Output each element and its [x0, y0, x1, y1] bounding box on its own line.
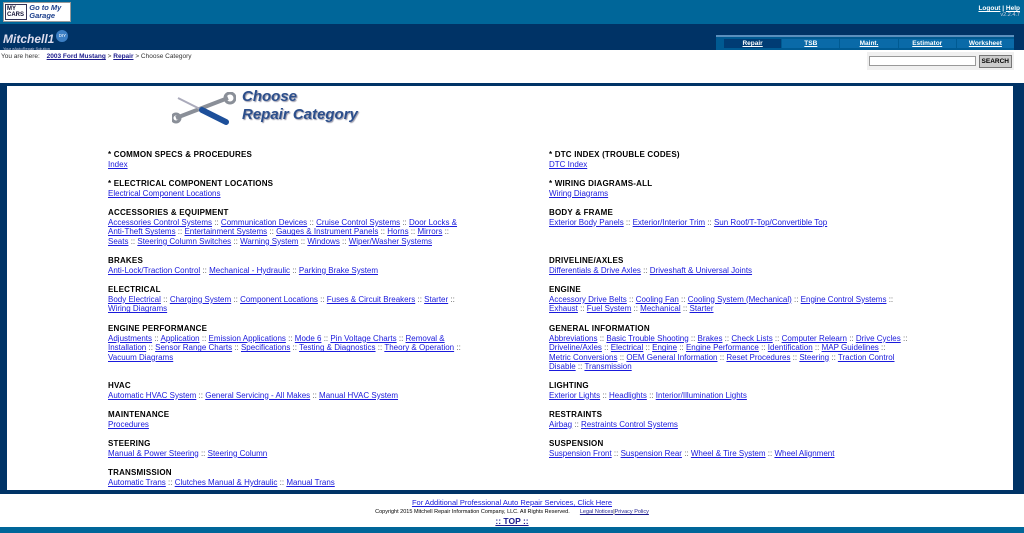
category-section [549, 285, 909, 314]
category-link[interactable]: Mode 6 [294, 333, 322, 343]
go-to-my-garage-button[interactable] [3, 2, 71, 22]
tab-estimator[interactable]: Estimator [899, 39, 956, 48]
category-link[interactable]: Interior/Illumination Lights [655, 390, 747, 400]
separator: :: [298, 236, 308, 246]
separator: :: [677, 343, 686, 353]
main-tabs [716, 35, 1014, 50]
category-link[interactable]: Suspension Rear [620, 448, 682, 458]
tab-repair[interactable]: Repair [724, 39, 781, 48]
category-link[interactable]: Accessory Drive Belts [549, 294, 627, 304]
category-link[interactable]: Exhaust [549, 304, 578, 314]
category-link[interactable]: Clutches Manual & Hydraulic [174, 477, 278, 487]
category-section [549, 256, 909, 275]
separator: :: [408, 227, 418, 237]
category-section [108, 256, 468, 275]
category-link[interactable]: Airbag [549, 419, 573, 429]
breadcrumb: You are here: 2003 Ford Mustang > Repair > Choose Category [1, 53, 192, 60]
category-title: ELECTRICAL [108, 285, 161, 294]
category-title: DRIVELINE/AXLES [549, 256, 624, 265]
category-title: TRANSMISSION [108, 468, 172, 477]
tab-tsb[interactable]: TSB [782, 39, 839, 48]
category-link[interactable]: Wiring Diagrams [108, 304, 168, 314]
logout-link[interactable]: Logout [978, 5, 1001, 12]
category-link[interactable]: Seats [108, 236, 129, 246]
category-link[interactable]: Theory & Operation [384, 343, 455, 353]
separator: :: [623, 217, 633, 227]
category-section [108, 285, 468, 314]
category-link[interactable]: Wiper/Washer Systems [348, 236, 432, 246]
category-title: ENGINE PERFORMANCE [108, 324, 208, 333]
separator: :: [678, 294, 688, 304]
category-link[interactable]: Sensor Range Charts [155, 343, 233, 353]
category-link[interactable]: Brakes [697, 333, 723, 343]
category-section [549, 410, 909, 429]
search-input[interactable] [869, 56, 976, 66]
garage-label: Go to My Garage [29, 3, 62, 20]
breadcrumb-vehicle[interactable]: 2003 Ford Mustang [46, 53, 106, 60]
category-link[interactable]: Procedures [108, 419, 149, 429]
separator: :: [152, 333, 161, 343]
category-link[interactable]: Transmission [584, 362, 632, 372]
category-link[interactable]: MAP Guidelines [821, 343, 879, 353]
tab-maint[interactable]: Maint. [840, 39, 897, 48]
category-title: BODY & FRAME [549, 208, 614, 217]
category-link[interactable]: General Servicing - All Makes [205, 390, 311, 400]
separator: :: [290, 343, 300, 353]
category-link[interactable]: Computer Relearn [781, 333, 847, 343]
category-link[interactable]: Driveline/Axles [549, 343, 602, 353]
separator: :: [597, 333, 607, 343]
category-section [549, 208, 909, 227]
separator: :: [617, 352, 627, 362]
separator: :: [232, 343, 241, 353]
separator: :: [454, 343, 461, 353]
category-link[interactable]: Mechanical [640, 304, 681, 314]
separator: :: [631, 304, 641, 314]
separator: :: [601, 343, 611, 353]
category-link[interactable]: Pin Voltage Charts [330, 333, 397, 343]
additional-services-link[interactable]: For Additional Professional Auto Repair Services, Click Here [411, 498, 613, 507]
category-link[interactable]: Testing & Diagnostics [299, 343, 376, 353]
version-text: v2.2.4.7 [1000, 12, 1020, 18]
category-link[interactable]: Exterior Body Panels [549, 217, 624, 227]
category-link[interactable]: DTC Index [549, 159, 588, 169]
tab-worksheet[interactable]: Worksheet [957, 39, 1014, 48]
category-link[interactable]: Manual & Power Steering [108, 448, 199, 458]
category-title: RESTRAINTS [549, 410, 603, 419]
category-link[interactable]: Communication Devices [220, 217, 308, 227]
category-link[interactable]: Gauges & Instrument Panels [276, 227, 379, 237]
separator: :: [321, 333, 331, 343]
category-link[interactable]: Electrical Component Locations [108, 188, 221, 198]
category-link[interactable]: Adjustments [108, 333, 153, 343]
category-link[interactable]: Differentials & Drive Axles [549, 265, 641, 275]
search-bar [867, 52, 1014, 70]
separator: :: [290, 265, 299, 275]
category-link[interactable]: Driveshaft & Universal Joints [649, 265, 753, 275]
category-section [108, 150, 468, 169]
page-title: Choose Repair Category [242, 88, 358, 123]
separator: :: [198, 448, 208, 458]
separator: :: [681, 448, 691, 458]
category-link[interactable]: Entertainment Systems [184, 227, 268, 237]
category-link[interactable]: Identification [767, 343, 813, 353]
account-links: Logout | Help v2.2.4.7 [978, 5, 1020, 18]
category-link[interactable]: Suspension Front [549, 448, 612, 458]
category-title: * COMMON SPECS & PROCEDURES [108, 150, 253, 159]
separator: :: [307, 217, 317, 227]
category-link[interactable]: Body Electrical [108, 294, 161, 304]
category-title: MAINTENANCE [108, 410, 170, 419]
category-link[interactable]: Vacuum Diagrams [108, 352, 174, 362]
category-link[interactable]: Drive Cycles [855, 333, 901, 343]
category-link[interactable]: Cooling Fan [635, 294, 679, 304]
separator: :: [765, 448, 775, 458]
privacy-policy-link[interactable]: Privacy Policy [614, 509, 649, 515]
separator: :: [643, 343, 653, 353]
category-section [549, 381, 909, 400]
category-link[interactable]: Check Lists [731, 333, 773, 343]
search-button[interactable]: SEARCH [979, 55, 1012, 68]
category-link[interactable]: Steering [799, 352, 830, 362]
category-link[interactable]: Parking Brake System [298, 265, 379, 275]
back-to-top-link[interactable]: :: TOP :: [495, 516, 529, 526]
separator: :: [212, 217, 221, 227]
category-title: STEERING [108, 439, 151, 448]
category-link[interactable]: Reset Procedures [726, 352, 791, 362]
category-link[interactable]: Restraints Control Systems [581, 419, 678, 429]
separator: :: [626, 294, 636, 304]
separator: :: [572, 419, 582, 429]
category-link[interactable]: Manual Trans [286, 477, 335, 487]
category-title: HVAC [108, 381, 131, 390]
separator: :: [878, 343, 886, 353]
category-link[interactable]: Manual HVAC System [319, 390, 399, 400]
category-section [549, 439, 909, 458]
category-title: LIGHTING [549, 381, 589, 390]
separator: :: [231, 236, 241, 246]
category-link[interactable]: Electrical [610, 343, 644, 353]
separator: :: [267, 227, 277, 237]
category-link[interactable]: Headlights [609, 390, 647, 400]
separator: :: [772, 333, 782, 343]
separator: :: [285, 333, 295, 343]
separator: :: [575, 362, 585, 372]
separator: :: [886, 294, 894, 304]
separator: :: [400, 217, 409, 227]
separator: :: [900, 333, 908, 343]
bottom-bar [0, 527, 1024, 533]
breadcrumb-repair[interactable]: Repair [113, 53, 134, 60]
category-link[interactable]: Removal & Installation [108, 333, 445, 353]
category-section [549, 324, 909, 372]
separator: :: [646, 390, 656, 400]
separator: :: [160, 294, 170, 304]
separator: :: [396, 333, 406, 343]
category-link[interactable]: Windows [307, 236, 340, 246]
category-title: * WIRING DIAGRAMS-ALL [549, 179, 653, 188]
category-link[interactable]: Application [160, 333, 200, 343]
separator: :: [339, 236, 349, 246]
separator: :: [442, 227, 450, 237]
separator: :: [146, 343, 156, 353]
separator: :: [688, 333, 698, 343]
category-section [108, 381, 468, 400]
separator: :: [317, 294, 327, 304]
separator: :: [200, 265, 210, 275]
category-link[interactable]: Index [108, 159, 128, 169]
category-link[interactable]: Warning System [240, 236, 299, 246]
category-link[interactable]: Specifications [240, 343, 291, 353]
separator: :: [375, 343, 385, 353]
category-link[interactable]: Basic Trouble Shooting [606, 333, 689, 343]
category-link[interactable]: Automatic Trans [108, 477, 166, 487]
separator: :: [128, 236, 138, 246]
page-header [170, 88, 410, 128]
separator: :: [790, 352, 800, 362]
category-section [108, 324, 468, 362]
mitchell1-logo: Mitchell1 DIY Your eAutoRepair Solution [3, 30, 68, 51]
my-cars-plate-icon: MY CARS [5, 4, 27, 20]
top-bar [0, 0, 1024, 24]
category-link[interactable]: Steering Column Switches [137, 236, 232, 246]
separator: :: [791, 294, 801, 304]
category-link[interactable]: Traction Control Disable [549, 352, 895, 372]
separator: :: [812, 343, 822, 353]
footer: For Additional Professional Auto Repair Services, Click Here Copyright 2015 Mitchell Repair Information Company, LLC. All Rights Reserved. Legal Notices|Privacy Policy :: TOP :: [0, 494, 1024, 526]
category-link[interactable]: Automatic HVAC System [108, 390, 197, 400]
separator: :: [196, 390, 206, 400]
category-link[interactable]: Anti-Lock/Traction Control [108, 265, 201, 275]
category-link[interactable]: Metric Conversions [549, 352, 618, 362]
category-link[interactable]: Engine Performance [685, 343, 759, 353]
separator: :: [415, 294, 425, 304]
category-link[interactable]: Starter [424, 294, 449, 304]
category-link[interactable]: Wheel & Tire System [690, 448, 766, 458]
separator: :: [717, 352, 727, 362]
category-section [108, 410, 468, 429]
category-link[interactable]: Engine [652, 343, 678, 353]
category-link[interactable]: Exterior Lights [549, 390, 601, 400]
category-title: GENERAL INFORMATION [549, 324, 650, 333]
separator: :: [600, 390, 610, 400]
separator: :: [199, 333, 209, 343]
category-section [108, 208, 468, 246]
category-link[interactable]: Sun Roof/T-Top/Convertible Top [713, 217, 828, 227]
separator: :: [175, 227, 185, 237]
category-link[interactable]: Fuel System [586, 304, 632, 314]
separator: :: [705, 217, 714, 227]
separator: :: [310, 390, 320, 400]
category-section [108, 179, 468, 198]
category-title: * ELECTRICAL COMPONENT LOCATIONS [108, 179, 274, 188]
category-link[interactable]: Emission Applications [208, 333, 286, 343]
category-link[interactable]: Mirrors [417, 227, 443, 237]
category-title: ACCESSORIES & EQUIPMENT [108, 208, 229, 217]
wrench-screwdriver-icon [172, 92, 236, 126]
category-section [108, 439, 468, 458]
category-link[interactable]: Fuses & Circuit Breakers [326, 294, 416, 304]
category-title: SUSPENSION [549, 439, 604, 448]
separator: :: [611, 448, 621, 458]
category-section [108, 468, 468, 487]
separator: :: [722, 333, 732, 343]
category-link[interactable]: Horns [387, 227, 409, 237]
separator: :: [758, 343, 768, 353]
separator: :: [846, 333, 856, 343]
legal-notices-link[interactable]: Legal Notices [579, 509, 614, 515]
separator: :: [231, 294, 241, 304]
category-title: BRAKES [108, 256, 143, 265]
category-section [549, 179, 909, 198]
separator: :: [277, 477, 287, 487]
category-link[interactable]: Charging System [169, 294, 232, 304]
separator: :: [829, 352, 838, 362]
category-link[interactable]: Wiring Diagrams [549, 188, 609, 198]
separator: :: [448, 294, 455, 304]
category-link[interactable]: Engine Control Systems [800, 294, 887, 304]
separator: :: [378, 227, 388, 237]
separator: :: [577, 304, 587, 314]
help-link[interactable]: Help [1005, 5, 1020, 12]
category-link[interactable]: Component Locations [240, 294, 318, 304]
category-link[interactable]: Abbreviations [549, 333, 598, 343]
separator: :: [165, 477, 175, 487]
separator: :: [680, 304, 690, 314]
category-link[interactable]: Steering Column [207, 448, 268, 458]
category-link[interactable]: Cooling System (Mechanical) [687, 294, 792, 304]
category-link[interactable]: Door Locks & Anti-Theft Systems [108, 217, 458, 237]
category-link[interactable]: Mechanical - Hydraulic [209, 265, 290, 275]
category-section [549, 150, 909, 169]
category-link[interactable]: Wheel Alignment [774, 448, 835, 458]
category-link[interactable]: OEM General Information [626, 352, 718, 362]
category-link[interactable]: Exterior/Interior Trim [632, 217, 706, 227]
separator: :: [640, 265, 650, 275]
category-link[interactable]: Starter [689, 304, 714, 314]
category-title: * DTC INDEX (TROUBLE CODES) [549, 150, 680, 159]
category-link[interactable]: Accessories Control Systems [108, 217, 213, 227]
copyright-text: Copyright 2015 Mitchell Repair Information Company, LLC. All Rights Reserved. [375, 509, 570, 515]
category-title: ENGINE [549, 285, 581, 294]
category-link[interactable]: Cruise Control Systems [316, 217, 401, 227]
